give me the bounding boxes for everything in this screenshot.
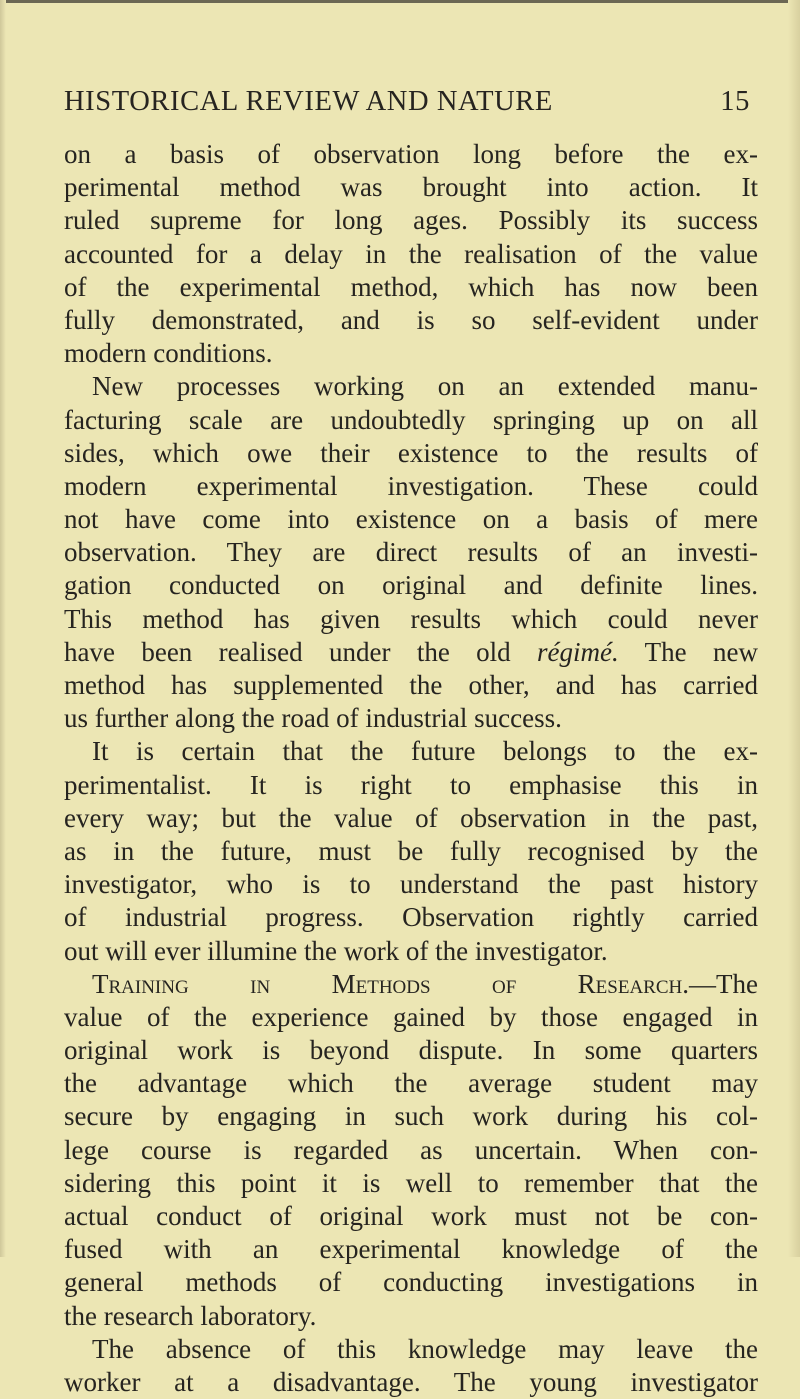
text-run: —The [689,968,758,999]
text-line: the advantage which the average student may [64,1068,758,1099]
text-line: perimentalist. It is right to emphasise this in [64,769,758,800]
text-line: New processes working on an extended manu- [92,371,758,402]
text-line: This method has given results which could never [64,603,758,634]
text-line: sidering this point it is well to remember that the [64,1167,758,1198]
text-line: every way; but the value of observation in the past, [64,802,758,833]
text-line: investigator, who is to understand the past history [64,869,758,900]
running-head-title: HISTORICAL REVIEW AND NATURE [64,86,553,117]
text-line: actual conduct of original work must not be con- [64,1201,758,1231]
top-edge-rule [0,0,800,3]
text-line: secure by engaging in such work during his col- [64,1101,758,1132]
text-line: The absence of this knowledge may leave the [92,1333,758,1364]
section-heading-line [64,968,758,1001]
section-heading: Training in Methods of Research. [92,968,690,999]
text-run: The new [618,636,758,667]
text-line: the research laboratory. [64,1300,317,1331]
text-run: have been realised under the old [64,636,538,667]
text-line: modern experimental investigation. These could [64,470,758,501]
text-line: fully demonstrated, and is so self-evident under [64,304,758,335]
text-line: of the experimental method, which has now been [64,271,758,302]
text-line: gation conducted on original and definite lines. [64,570,758,601]
text-line: out will ever illumine the work of the investigator. [64,935,608,966]
italic-word: régimé. [537,636,619,667]
text-line: not have come into existence on a basis of mere [64,504,758,535]
text-line: observation. They are direct results of an investi- [64,537,758,568]
text-line: as in the future, must be fully recognised by the [64,835,758,866]
text-line: ruled supreme for long ages. Possibly its success [64,205,758,236]
text-line: on a basis of observation long before the ex- [64,139,758,169]
text-line: worker at a disadvantage. The young investigator [64,1366,758,1397]
text-line: lege course is regarded as uncertain. When con- [64,1134,758,1165]
text-line: accounted for a delay in the realisation of the value [64,238,758,269]
text-line: It is certain that the future belongs to the ex- [92,736,758,767]
text-line: us further along the road of industrial success. [64,703,562,734]
text-line [64,636,758,669]
page-number: 15 [720,86,750,117]
text-line: perimental method was brought into action. It [64,172,758,203]
text-line: original work is beyond dispute. In some quarters [64,1035,758,1066]
text-line: fused with an experimental knowledge of the [64,1234,758,1265]
text-line: modern conditions. [64,338,273,369]
page-gutter-shadow [0,0,6,1257]
text-line: of industrial progress. Observation rightly carried [64,902,758,933]
page-edge-shadow [788,0,800,1257]
text-line: method has supplemented the other, and has carried [64,670,758,700]
running-head [64,85,768,119]
body-text [64,138,758,1399]
text-line: sides, which owe their existence to the results of [64,437,758,468]
text-line: general methods of conducting investigations in [64,1267,758,1298]
text-line: facturing scale are undoubtedly springing up on all [64,404,758,435]
text-line: value of the experience gained by those engaged in [64,1001,758,1032]
